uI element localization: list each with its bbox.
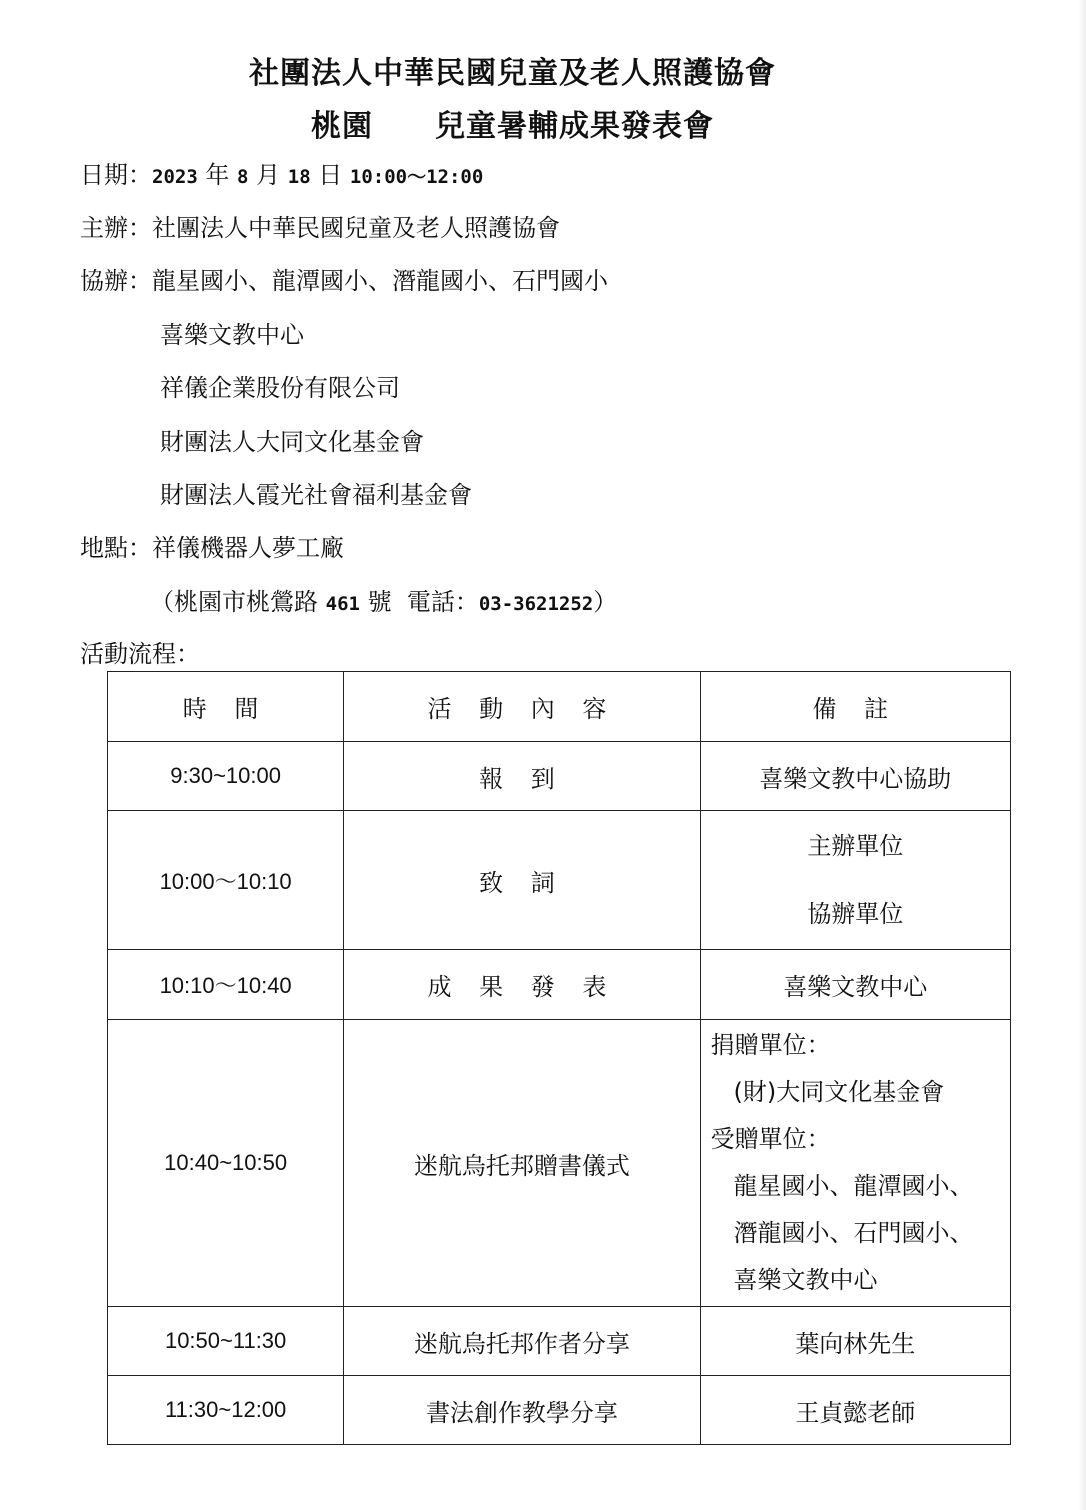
date-year-unit: 年 [197,161,238,189]
address-number: 461 [325,593,360,615]
note-line: 捐贈單位： [710,1031,831,1059]
organizer-line: 主辦：社團法人中華民國兒童及老人照護協會 [80,214,560,242]
row-time: 10:50~11:30 [108,1307,344,1376]
co-organizers-line [80,266,608,296]
date-day: 18 [287,166,311,188]
address-suffix: ） [593,588,618,616]
note-line: 龍星國小、龍潭國小、 [710,1172,974,1200]
co-organizer-item: 財團法人大同文化基金會 [160,428,424,456]
date-month: 8 [237,166,249,188]
note-line: (財)大同文化基金會 [710,1078,945,1106]
address-phone: 03-3621252 [478,593,594,615]
note-line: 主辦單位 [807,832,904,860]
date-day-unit: 日 [310,161,350,189]
row-note: 喜樂文教中心 [700,950,1010,1020]
row-activity: 迷航烏托邦作者分享 [344,1307,700,1376]
note-line: 受贈單位： [710,1125,831,1153]
date-time: 10:00～12:00 [349,166,484,188]
header-note: 備 註 [700,672,1010,742]
header-activity: 活 動 內 容 [344,672,700,742]
co-organizer-item: 龍星國小、龍潭國小、潛龍國小、石門國小 [152,267,608,295]
row-note: 葉向林先生 [700,1307,1010,1376]
row-activity: 致 詞 [344,811,700,950]
row-time: 10:10～10:40 [108,950,344,1020]
row-time: 11:30~12:00 [108,1376,344,1445]
row-activity: 成 果 發 表 [344,950,700,1020]
row-note [700,1020,1010,1307]
table-row [108,742,1011,811]
co-organizer-item: 喜樂文教中心 [160,321,304,349]
table-row [108,811,1011,950]
note-line: 潛龍國小、石門國小、 [710,1219,974,1247]
row-time: 9:30~10:00 [108,742,344,811]
table-row [108,950,1011,1020]
row-activity: 報 到 [344,742,700,811]
date-year: 2023 [152,166,198,188]
row-activity: 書法創作教學分享 [344,1376,700,1445]
co-organizer-item: 財團法人霞光社會福利基金會 [160,481,472,509]
row-activity: 迷航烏托邦贈書儀式 [344,1020,700,1307]
note-line: 喜樂文教中心 [710,1266,878,1294]
row-time: 10:00～10:10 [108,811,344,950]
date-month-unit: 月 [248,161,288,189]
schedule-table [107,671,1011,1445]
row-note [700,811,1010,950]
address-prefix: （桃園市桃鶯路 [150,588,326,616]
table-row [108,1376,1011,1445]
table-row [108,1020,1011,1307]
address-line [150,587,617,619]
row-note: 王貞懿老師 [700,1376,1010,1445]
table-header-row [108,672,1011,742]
header-time: 時 間 [108,672,344,742]
co-organizers-label: 協辦： [80,267,152,295]
row-time: 10:40~10:50 [108,1020,344,1307]
table-row [108,1307,1011,1376]
address-phone-label: 號 電話： [359,588,479,616]
location-line: 地點：祥儀機器人夢工廠 [80,534,344,562]
row-note: 喜樂文教中心協助 [700,742,1010,811]
document-title-event: 桃園 兒童暑輔成果發表會 [311,109,714,144]
schedule-label: 活動流程： [80,640,200,668]
document-title-organization: 社團法人中華民國兒童及老人照護協會 [249,56,776,91]
date-label: 日期： [80,161,152,189]
co-organizer-item: 祥儀企業股份有限公司 [160,374,400,402]
page-edge-shadow [1078,0,1086,1510]
date-line [80,160,483,192]
note-line: 協辦單位 [807,900,904,928]
